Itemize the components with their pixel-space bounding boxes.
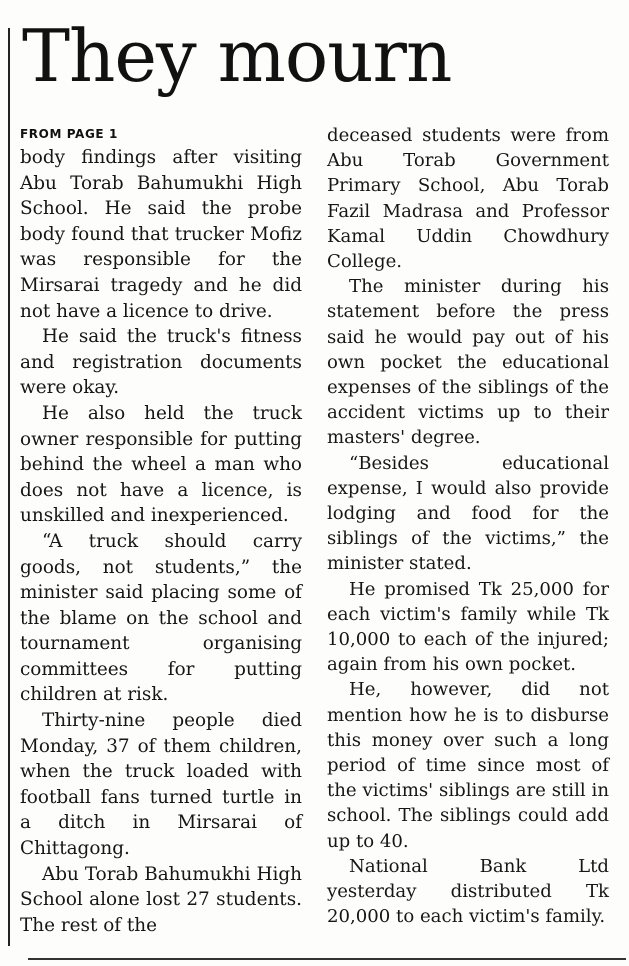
article-column-left xyxy=(20,123,302,938)
headline: They mourn xyxy=(22,14,452,98)
article-column-right xyxy=(327,123,609,930)
paragraph: He also held the truck owner responsible for putting behind the wheel a man who does not have a licence, is unskilled and inexperienced. xyxy=(20,402,302,527)
paragraph: National Bank Ltd yesterday distributed Tk 20,000 to each victim's family. xyxy=(327,855,609,928)
paragraph: deceased students were from Abu Torab Government Primary School, Abu Torab Fazil Madrasa and Professor Kamal Uddin Chowdhury College. xyxy=(327,125,609,273)
paragraph: He promised Tk 25,000 for each victim's family while Tk 10,000 to each of the injured; again from his own pocket. xyxy=(327,578,609,676)
left-column-rule xyxy=(8,28,10,946)
continuation-label: FROM PAGE 1 xyxy=(20,127,118,141)
paragraph: “A truck should carry goods, not students,” the minister said placing some of the blame on the school and tournament organising committees for putting children at risk. xyxy=(20,530,302,706)
paragraph: He, however, did not mention how he is to disburse this money over such a long period of time since most of the victims' siblings are still in school. The siblings could add up to 40. xyxy=(327,679,609,852)
paragraph: Abu Torab Bahumukhi High School alone lost 27 students. The rest of the xyxy=(20,863,302,936)
paragraph: The minister during his statement before the press said he would pay out of his own pocket the educational expenses of the siblings of the accident victims up to their masters' degree. xyxy=(327,276,609,449)
paragraph: Thirty-nine people died Monday, 37 of them children, when the truck loaded with football fans turned turtle in a ditch in Mirsarai of Chittagong. xyxy=(20,710,302,860)
bottom-rule xyxy=(28,958,626,960)
paragraph: He said the truck's fitness and registration documents were okay. xyxy=(20,326,302,399)
paragraph: body findings after visiting Abu Torab Bahumukhi High School. He said the probe body found that trucker Mofiz was responsible for the Mirsarai tragedy and he did not have a licence to drive. xyxy=(20,147,302,322)
paragraph: “Besides educational expense, I would also provide lodging and food for the siblings of the victims,” the minister stated. xyxy=(327,452,609,575)
